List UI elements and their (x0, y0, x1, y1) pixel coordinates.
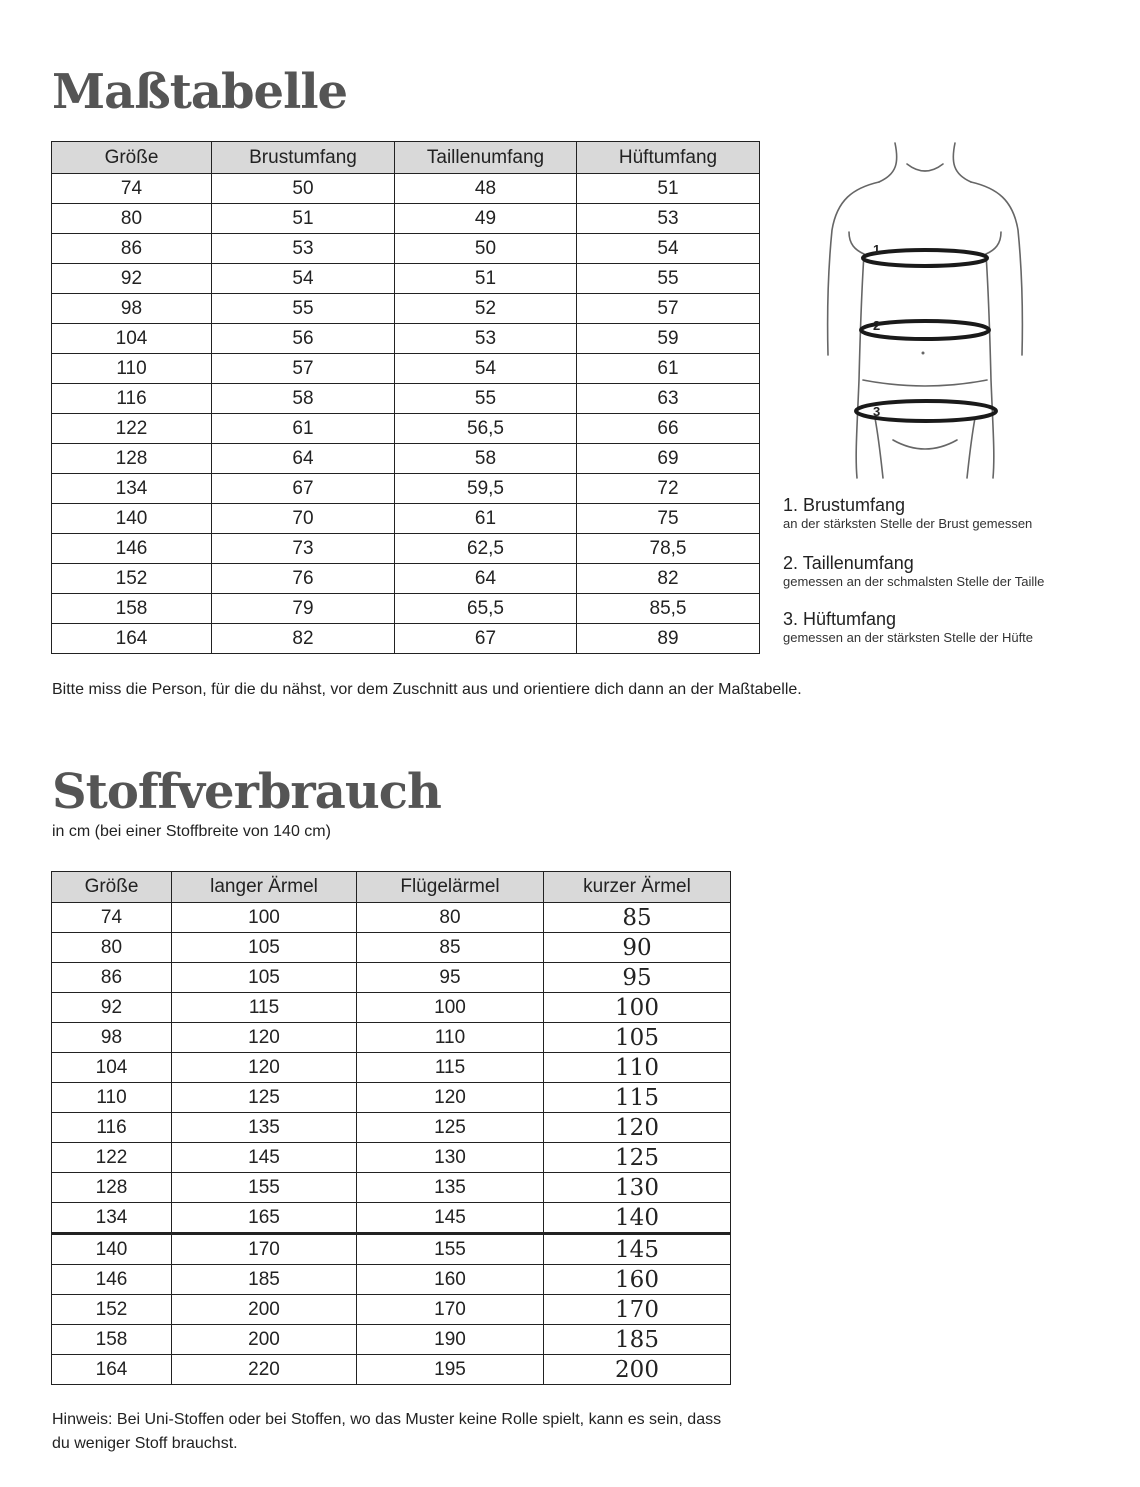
fabric-row (52, 1053, 731, 1083)
fabric-cell: 92 (52, 993, 172, 1023)
size-chart-cell: 55 (395, 384, 577, 414)
size-chart-cell: 158 (52, 594, 212, 624)
fabric-row (52, 1023, 731, 1053)
size-chart-cell: 98 (52, 294, 212, 324)
legend-hip-label: 3. Hüftumfang (783, 609, 897, 629)
size-chart-cell: 48 (395, 174, 577, 204)
fabric-cell: 110 (52, 1083, 172, 1113)
size-chart-cell: 164 (52, 624, 212, 654)
size-chart-note: Bitte miss die Person, für die du nähst, vor dem Zuschnitt aus und orientiere dich dann an der Maßtabelle. (52, 681, 802, 698)
fabric-cell: 115 (172, 993, 357, 1023)
size-chart-cell: 152 (52, 564, 212, 594)
fabric-cell: 105 (172, 933, 357, 963)
size-chart-row (52, 504, 760, 534)
size-chart-header-row (52, 142, 760, 174)
torso-right (986, 254, 994, 478)
fabric-cell: 190 (357, 1325, 544, 1355)
fabric-header-row (52, 872, 731, 903)
right-leg-inner (967, 418, 975, 478)
fabric-cell: 74 (52, 903, 172, 933)
fabric-cell: 125 (544, 1143, 731, 1173)
size-chart-cell: 73 (212, 534, 395, 564)
fabric-cell: 125 (357, 1113, 544, 1143)
fabric-row (52, 1143, 731, 1173)
fabric-note: Hinweis: Bei Uni-Stoffen oder bei Stoffen, wo das Muster keine Rolle spielt, kann es sein, dass du weniger Stoff brauchst. (52, 1411, 722, 1452)
size-chart-cell: 67 (212, 474, 395, 504)
fabric-cell: 90 (544, 933, 731, 963)
fabric-cell: 122 (52, 1143, 172, 1173)
fabric-cell: 164 (52, 1355, 172, 1385)
torso-left (856, 254, 864, 478)
marker-2: 2 (873, 318, 881, 333)
fabric-cell: 195 (357, 1355, 544, 1385)
size-chart-header-cell: Größe (52, 142, 212, 174)
fabric-cell: 115 (357, 1053, 544, 1083)
legend-bust (783, 494, 1032, 532)
size-chart-cell: 51 (212, 204, 395, 234)
size-chart-cell: 56 (212, 324, 395, 354)
size-chart-cell: 82 (577, 564, 760, 594)
size-chart-row (52, 294, 760, 324)
fabric-header-cell: Flügelärmel (357, 872, 544, 903)
size-chart-row (52, 534, 760, 564)
legend-bust-label: 1. Brustumfang (783, 495, 906, 515)
size-chart-title: Maßtabelle (52, 64, 348, 120)
size-chart-cell: 54 (577, 234, 760, 264)
size-chart-cell: 50 (395, 234, 577, 264)
size-chart-row (52, 444, 760, 474)
fabric-cell: 105 (172, 963, 357, 993)
fabric-cell: 120 (544, 1113, 731, 1143)
size-chart-cell: 122 (52, 414, 212, 444)
size-chart-cell: 58 (212, 384, 395, 414)
size-chart-cell: 104 (52, 324, 212, 354)
left-armpit (849, 232, 864, 254)
fabric-row (52, 963, 731, 993)
size-chart-cell: 128 (52, 444, 212, 474)
fabric-row (52, 1173, 731, 1203)
fabric-cell: 140 (52, 1234, 172, 1265)
fabric-cell: 80 (357, 903, 544, 933)
marker-1: 1 (873, 242, 881, 257)
legend-bust-desc: an der stärksten Stelle der Brust gemessen (783, 516, 1033, 531)
fabric-row (52, 1325, 731, 1355)
size-chart-cell: 57 (577, 294, 760, 324)
size-chart-cell: 62,5 (395, 534, 577, 564)
size-chart-cell: 86 (52, 234, 212, 264)
size-chart-cell: 53 (577, 204, 760, 234)
fabric-cell: 170 (544, 1295, 731, 1325)
size-chart-cell: 72 (577, 474, 760, 504)
size-chart-header-cell: Taillenumfang (395, 142, 577, 174)
size-chart-row (52, 474, 760, 504)
fabric-cell: 135 (357, 1173, 544, 1203)
size-chart-cell: 92 (52, 264, 212, 294)
neck-line-right (953, 143, 971, 182)
fabric-cell: 95 (357, 963, 544, 993)
size-chart-row (52, 264, 760, 294)
size-chart-row (52, 594, 760, 624)
fabric-cell: 110 (357, 1023, 544, 1053)
legend-waist-label: 2. Taillenumfang (783, 553, 914, 573)
fabric-cell: 155 (357, 1234, 544, 1265)
fabric-row (52, 933, 731, 963)
size-chart-row (52, 564, 760, 594)
fabric-cell: 130 (357, 1143, 544, 1173)
fabric-row (52, 1265, 731, 1295)
fabric-cell: 170 (357, 1295, 544, 1325)
size-chart-cell: 64 (395, 564, 577, 594)
size-chart-cell: 58 (395, 444, 577, 474)
fabric-cell: 220 (172, 1355, 357, 1385)
fabric-cell: 120 (172, 1053, 357, 1083)
fabric-cell: 116 (52, 1113, 172, 1143)
size-chart-header-cell: Hüftumfang (577, 142, 760, 174)
size-chart-cell: 146 (52, 534, 212, 564)
size-chart-cell: 59 (577, 324, 760, 354)
fabric-cell: 85 (357, 933, 544, 963)
fabric-row (52, 1234, 731, 1265)
fabric-row (52, 993, 731, 1023)
size-chart-cell: 69 (577, 444, 760, 474)
fabric-cell: 98 (52, 1023, 172, 1053)
fabric-row (52, 903, 731, 933)
size-chart-cell: 51 (395, 264, 577, 294)
fabric-row (52, 1113, 731, 1143)
size-chart-cell: 116 (52, 384, 212, 414)
size-chart-cell: 64 (212, 444, 395, 474)
size-chart-cell: 53 (395, 324, 577, 354)
size-chart-cell: 61 (212, 414, 395, 444)
size-chart-row (52, 204, 760, 234)
fabric-cell: 100 (172, 903, 357, 933)
fabric-row (52, 1083, 731, 1113)
fabric-cell: 100 (544, 993, 731, 1023)
size-chart-header-cell: Brustumfang (212, 142, 395, 174)
fabric-cell: 100 (357, 993, 544, 1023)
fabric-cell: 185 (172, 1265, 357, 1295)
size-chart-row (52, 324, 760, 354)
size-chart-cell: 53 (212, 234, 395, 264)
fabric-cell: 160 (544, 1265, 731, 1295)
fabric-cell: 128 (52, 1173, 172, 1203)
fabric-cell: 155 (172, 1173, 357, 1203)
fabric-cell: 145 (172, 1143, 357, 1173)
fabric-cell: 130 (544, 1173, 731, 1203)
size-chart-cell: 59,5 (395, 474, 577, 504)
fabric-row (52, 1203, 731, 1234)
fabric-cell: 185 (544, 1325, 731, 1355)
legend-hip-desc: gemessen an der stärksten Stelle der Hüfte (783, 630, 1034, 645)
size-chart-cell: 61 (577, 354, 760, 384)
fabric-cell: 134 (52, 1203, 172, 1234)
fabric-cell: 140 (544, 1203, 731, 1234)
size-chart-cell: 89 (577, 624, 760, 654)
fabric-cell: 158 (52, 1325, 172, 1355)
fabric-cell: 86 (52, 963, 172, 993)
marker-3: 3 (873, 404, 881, 419)
fabric-table (51, 871, 731, 1385)
fabric-cell: 170 (172, 1234, 357, 1265)
neck-line-left (879, 143, 897, 182)
fabric-cell: 120 (172, 1023, 357, 1053)
fabric-row (52, 1295, 731, 1325)
fabric-cell: 80 (52, 933, 172, 963)
hip-contour (863, 380, 987, 386)
size-chart-row (52, 174, 760, 204)
fabric-cell: 115 (544, 1083, 731, 1113)
body-measurement-figure (815, 140, 1030, 485)
size-chart-cell: 54 (395, 354, 577, 384)
right-armpit (986, 232, 1001, 254)
size-chart-cell: 55 (577, 264, 760, 294)
fabric-header-cell: langer Ärmel (172, 872, 357, 903)
navel (922, 352, 925, 355)
size-chart-cell: 75 (577, 504, 760, 534)
size-chart-cell: 85,5 (577, 594, 760, 624)
fabric-row (52, 1355, 731, 1385)
fabric-cell: 200 (172, 1295, 357, 1325)
size-chart-table (51, 141, 760, 654)
bust-ring (863, 250, 987, 266)
size-chart-cell: 110 (52, 354, 212, 384)
fabric-cell: 145 (544, 1234, 731, 1265)
fabric-header-cell: kurzer Ärmel (544, 872, 731, 903)
size-chart-row (52, 234, 760, 264)
fabric-header-cell: Größe (52, 872, 172, 903)
size-chart-cell: 66 (577, 414, 760, 444)
size-chart-cell: 67 (395, 624, 577, 654)
fabric-cell: 135 (172, 1113, 357, 1143)
fabric-cell: 200 (172, 1325, 357, 1355)
right-shoulder (971, 182, 1022, 355)
crotch-curve (893, 440, 957, 449)
fabric-cell: 145 (357, 1203, 544, 1234)
size-chart-cell: 82 (212, 624, 395, 654)
size-chart-cell: 52 (395, 294, 577, 324)
size-chart-row (52, 624, 760, 654)
fabric-cell: 95 (544, 963, 731, 993)
size-chart-cell: 76 (212, 564, 395, 594)
size-chart-row (52, 354, 760, 384)
left-leg-inner (875, 418, 883, 478)
fabric-cell: 110 (544, 1053, 731, 1083)
fabric-cell: 125 (172, 1083, 357, 1113)
size-chart-cell: 50 (212, 174, 395, 204)
collar-curve (907, 164, 943, 171)
fabric-cell: 146 (52, 1265, 172, 1295)
size-chart-cell: 57 (212, 354, 395, 384)
fabric-cell: 160 (357, 1265, 544, 1295)
fabric-cell: 120 (357, 1083, 544, 1113)
fabric-subtitle: in cm (bei einer Stoffbreite von 140 cm) (52, 823, 331, 840)
size-chart-cell: 49 (395, 204, 577, 234)
fabric-cell: 105 (544, 1023, 731, 1053)
size-chart-cell: 70 (212, 504, 395, 534)
legend-waist-desc: gemessen an der schmalsten Stelle der Taille (783, 574, 1045, 589)
left-shoulder (828, 182, 879, 355)
fabric-cell: 104 (52, 1053, 172, 1083)
size-chart-cell: 140 (52, 504, 212, 534)
fabric-cell: 165 (172, 1203, 357, 1234)
size-chart-cell: 80 (52, 204, 212, 234)
fabric-cell: 85 (544, 903, 731, 933)
size-chart-cell: 79 (212, 594, 395, 624)
size-chart-cell: 63 (577, 384, 760, 414)
size-chart-cell: 55 (212, 294, 395, 324)
fabric-cell: 152 (52, 1295, 172, 1325)
legend-hip (783, 608, 1033, 646)
fabric-cell: 200 (544, 1355, 731, 1385)
size-chart-cell: 78,5 (577, 534, 760, 564)
size-chart-cell: 51 (577, 174, 760, 204)
fabric-title: Stoffverbrauch (52, 764, 441, 820)
size-chart-row (52, 414, 760, 444)
size-chart-row (52, 384, 760, 414)
size-chart-cell: 65,5 (395, 594, 577, 624)
size-chart-cell: 61 (395, 504, 577, 534)
size-chart-cell: 56,5 (395, 414, 577, 444)
size-chart-cell: 54 (212, 264, 395, 294)
size-chart-cell: 74 (52, 174, 212, 204)
legend-waist (783, 552, 1044, 590)
size-chart-cell: 134 (52, 474, 212, 504)
